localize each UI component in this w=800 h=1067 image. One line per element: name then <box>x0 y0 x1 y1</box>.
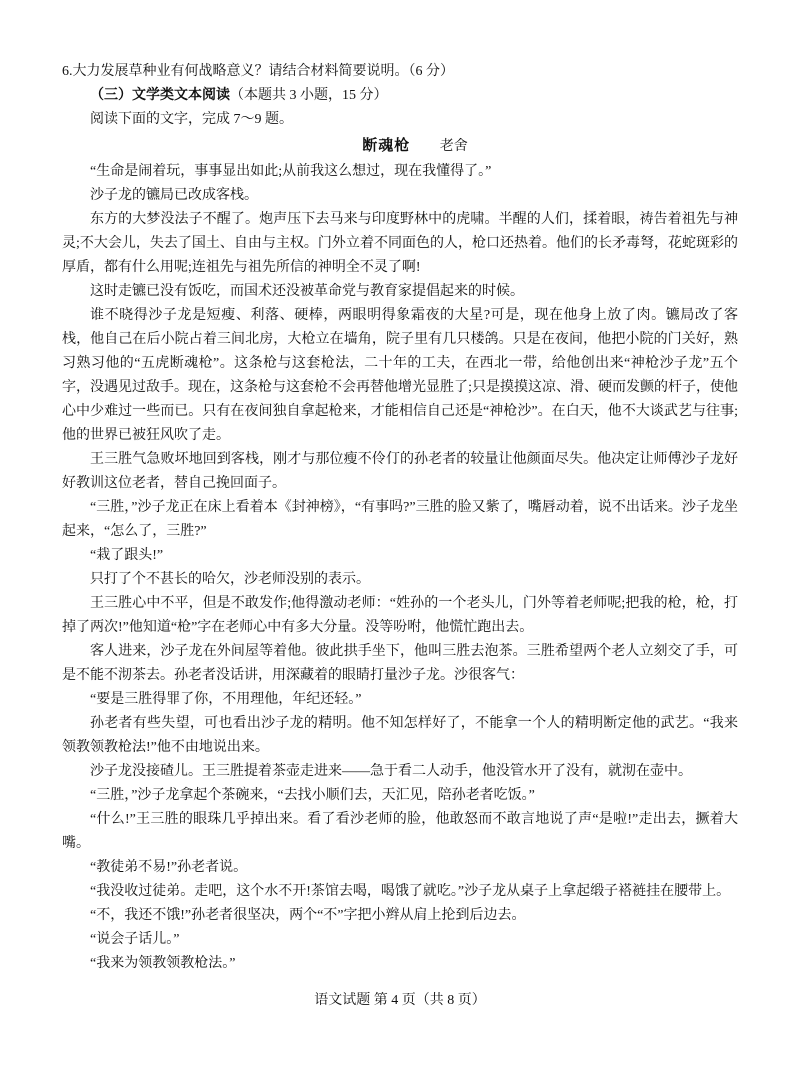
story-paragraph: 谁不晓得沙子龙是短瘦、利落、硬棒，两眼明得象霜夜的大星?可是，现在他身上放了肉。镳局改了客栈，他自己在后小院占着三间北房，大枪立在墙角，院子里有几只楼鸽。只是在夜间，他把小院的门关好，熟习熟习他的“五虎断魂枪”。这条枪与这套枪法，二十年的工夫，在西北一带，给他创出来“神枪沙子龙”五个字，没遇见过敌手。现在，这条枪与这套枪不会再替他增光显胜了;只是摸摸这凉、滑、硬而发颤的杆子，使他心中少难过一些而已。只有在夜间独自拿起枪来，才能相信自己还是“神枪沙”。在白天，他不大谈武艺与往事;他的世界已被狂风吹了走。 <box>62 308 738 443</box>
story-paragraph: “什么!”王三胜的眼珠几乎掉出来。看了看沙老师的脸，他敢怒而不敢言地说了声“是啦!”走出去，撅着大嘴。 <box>62 812 738 851</box>
reading-instruction: 阅读下面的文字，完成 7～9 题。 <box>90 112 293 127</box>
story-paragraph: “要是三胜得罪了你，不用理他，年纪还轻。” <box>90 692 362 707</box>
story-title-row <box>62 133 738 160</box>
section-note: （本题共 3 小题，15 分） <box>230 88 388 103</box>
story-paragraph: “三胜，”沙子龙正在床上看着本《封神榜》，“有事吗?”三胜的脸又紫了，嘴唇动着，说不出话来。沙子龙坐起来，“怎么了，三胜?” <box>62 500 738 539</box>
story-paragraph: “教徒弟不易!”孙老者说。 <box>90 860 248 875</box>
story-title: 断魂枪 <box>362 138 411 154</box>
story-paragraph: “说会子话儿。” <box>90 932 180 947</box>
story-paragraph: 只打了个不甚长的哈欠，沙老师没别的表示。 <box>90 572 370 587</box>
story-paragraph: “生命是闹着玩，事事显出如此;从前我这么想过，现在我懂得了。” <box>90 164 492 179</box>
story-paragraph: 王三胜心中不平，但是不敢发作;他得激动老师：“姓孙的一个老头儿，门外等着老师呢;把我的枪，枪，打掉了两次!”他知道“枪”字在老师心中有多大分量。没等吩咐，他慌忙跑出去。 <box>62 596 738 635</box>
page-footer: 语文试题 第 4 页（共 8 页） <box>314 993 486 1008</box>
story-paragraph: “不，我还不饿!”孙老者很坚决，两个“不”字把小辫从肩上抡到后边去。 <box>90 908 526 923</box>
story-paragraph: 这时走镳已没有饭吃，而国术还没被革命党与教育家提倡起来的时候。 <box>90 284 524 299</box>
story-paragraph: “我来为领教领教枪法。” <box>90 956 236 971</box>
story-paragraph: 沙子龙没接碴儿。王三胜提着茶壶走进来——急于看二人动手，他没管水开了没有，就沏在壶中。 <box>90 764 692 779</box>
story-paragraph: 东方的大梦没法子不醒了。炮声压下去马来与印度野林中的虎啸。半醒的人们，揉着眼，祷告着祖先与神灵;不大会儿，失去了国土、自由与主权。门外立着不同面色的人，枪口还热着。他们的长矛毒弩，花蛇斑彩的厚盾，都有什么用呢;连祖先与祖先所信的神明全不灵了啊! <box>62 212 738 275</box>
story-paragraph: “三胜，”沙子龙拿起个茶碗来，“去找小顺们去，天汇见，陪孙老者吃饭。” <box>90 788 535 803</box>
story-author: 老舍 <box>439 139 468 154</box>
question-6: 6.大力发展草种业有何战略意义？请结合材料简要说明。（6 分） <box>62 64 454 79</box>
story-paragraph: 沙子龙的镳局已改成客栈。 <box>90 188 258 203</box>
story-paragraph: “我没收过徒弟。走吧，这个水不开!茶馆去喝，喝饿了就吃。”沙子龙从桌子上拿起缎子褡裢挂在腰带上。 <box>90 884 731 899</box>
story-paragraph: 王三胜气急败坏地回到客栈，刚才与那位瘦不伶仃的孙老者的较量让他颜面尽失。他决定让师傅沙子龙好好教训这位老者，替自己挽回面子。 <box>62 452 738 491</box>
story-paragraph: “栽了跟头!” <box>90 548 164 563</box>
section-heading: （三）文学类文本阅读 <box>90 88 230 103</box>
story-paragraph: 孙老者有些失望，可也看出沙子龙的精明。他不知怎样好了，不能拿一个人的精明断定他的武艺。“我来领教领教枪法!”他不由地说出来。 <box>62 716 738 755</box>
story-body <box>62 160 738 976</box>
section-header <box>62 84 738 108</box>
story-paragraph: 客人进来，沙子龙在外间屋等着他。彼此拱手坐下，他叫三胜去泡茶。三胜希望两个老人立刻交了手，可是不能不沏茶去。孙老者没话讲，用深藏着的眼睛打量沙子龙。沙很客气： <box>62 644 738 683</box>
